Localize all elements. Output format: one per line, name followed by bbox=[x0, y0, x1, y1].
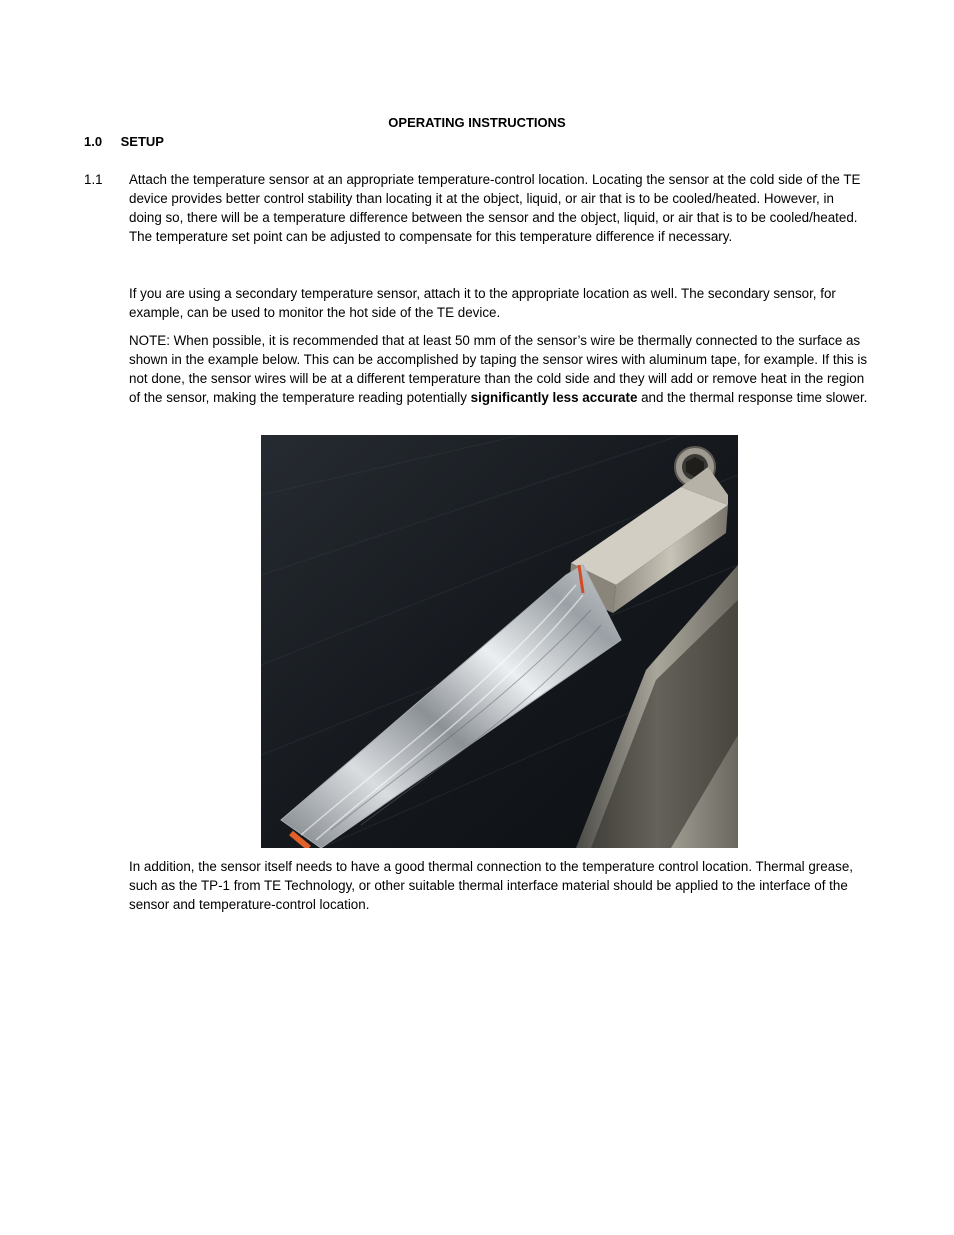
note-emphasis: significantly less accurate bbox=[470, 390, 638, 405]
note-end: and the thermal response time slower. bbox=[637, 390, 868, 405]
paragraph-thermal-connection: In addition, the sensor itself needs to have a good thermal connection to the temperature control location. Thermal grease, such as the TP-1 from TE Technology, or other suitable thermal interface material should be applied to the interface of the sensor and temperature-control location. bbox=[129, 859, 854, 912]
page-title: OPERATING INSTRUCTIONS bbox=[388, 115, 566, 130]
paragraph-note bbox=[129, 331, 869, 407]
section-title: SETUP bbox=[120, 134, 164, 149]
note-text: NOTE: When possible, it is recommended that at least 50 mm of the sensor’s wire be thermally connected to the surface as shown in the example below. This can be accomplished by taping the sensor wires with aluminum tape, for example. If this is not done, the sensor wires will be at a different temperature than the cold side and they will add or remove heat in the region of the sensor, making the temperature reading potentially bbox=[129, 333, 868, 405]
paragraph-secondary-sensor: If you are using a secondary temperature sensor, attach it to the appropriate location as well. The secondary sensor, for example, can be used to monitor the hot side of the TE device. bbox=[129, 286, 836, 320]
paragraph-sensor-location: Attach the temperature sensor at an appropriate temperature-control location. Locating the sensor at the cold side of the TE device provides better control stability than locating it at the object, liquid, or air that is to be cooled/heated. However, in doing so, there will be a temperature difference between the sensor and the object, liquid, or air that is to be cooled/heated. The temperature set point can be adjusted to compensate for this temperature difference if necessary. bbox=[129, 172, 861, 244]
sensor-photo bbox=[261, 435, 738, 848]
section-number: 1.0 bbox=[84, 134, 103, 149]
section-heading bbox=[84, 132, 164, 151]
item-number: 1.1 bbox=[84, 172, 103, 187]
